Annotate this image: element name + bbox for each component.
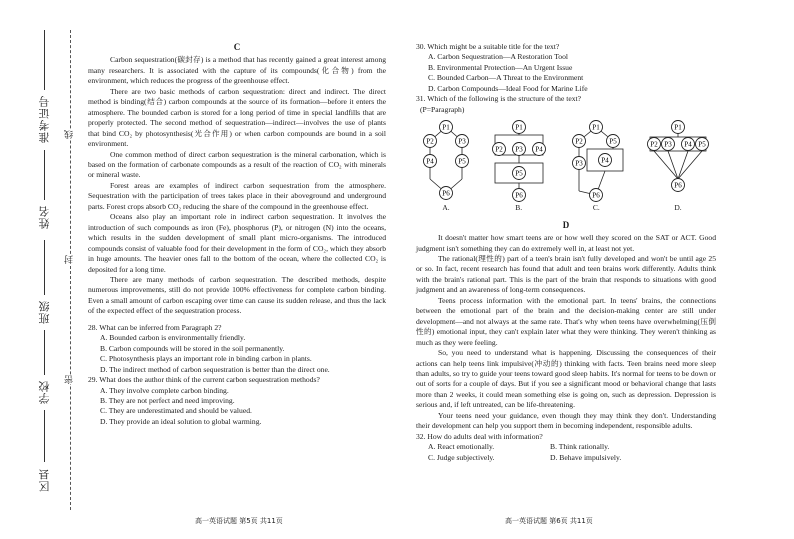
q31-note: (P=Paragraph): [420, 104, 465, 114]
binding-margin: [0, 0, 80, 539]
svg-text:P3: P3: [458, 137, 466, 146]
svg-text:P3: P3: [664, 140, 672, 149]
svg-text:P1: P1: [514, 123, 523, 132]
q28-option: B. Carbon compounds will be stored in the soil permanently.: [100, 343, 285, 353]
svg-text:P3: P3: [575, 159, 584, 168]
node-p5: [695, 138, 708, 151]
q30-option: D. Carbon Compounds—Ideal Food for Marine Life: [428, 83, 588, 93]
svg-text:P1: P1: [674, 123, 682, 132]
svg-text:P4: P4: [601, 156, 610, 165]
district-label: 区县: [38, 468, 51, 492]
svg-text:P6: P6: [442, 189, 450, 198]
passage-c-paragraph: There are many methods of carbon sequestration. The described methods, despite numerous improvements, still do not provide 100% effectiveness for complete carbon binding. Even a small amount of carbon escaping over time can cause its sudden release, and thus the lack of the expected effect of the sequestration process.: [88, 274, 386, 316]
section-d-heading: D: [562, 219, 570, 230]
left-page-footer: 高一英语试题 第5页 共11页: [195, 517, 283, 525]
svg-text:P5: P5: [458, 157, 466, 166]
q32-option: A. React emotionally.: [428, 442, 495, 452]
section-c-heading: C: [233, 42, 241, 52]
q28-option: A. Bounded carbon is environmentally friendly.: [100, 333, 246, 343]
svg-text:P4: P4: [684, 140, 692, 149]
seal-word-mi: 密: [65, 375, 75, 384]
svg-text:P2: P2: [650, 140, 658, 149]
svg-text:P5: P5: [698, 140, 706, 149]
node-p2: [424, 135, 437, 148]
node-p2: [647, 138, 660, 151]
diagram-a: [420, 119, 472, 213]
node-p3: [573, 157, 586, 170]
svg-text:P2: P2: [426, 137, 434, 146]
svg-text:P6: P6: [592, 191, 601, 200]
diagram-c: [565, 119, 627, 213]
node-p6: [512, 189, 525, 202]
node-p4: [532, 143, 545, 156]
passage-d-paragraph: Teens process information with the emotional part. In teens' brains, the connections between the emotional part of the brain and the decision-making center are still under development—and not always at the same rate. That's why when teens have overwhelming(压倒性的) emotional input, they can't explain later what they were thinking. They weren't thinking as much as they were feeling.: [416, 295, 716, 347]
q30-option: B. Environmental Protection—An Urgent Issue: [428, 62, 573, 72]
svg-text:P1: P1: [442, 123, 450, 132]
node-p4: [681, 138, 694, 151]
q32-option: C. Judge subjectively.: [428, 452, 495, 462]
question-32: 32. How do adults deal with information?: [416, 431, 543, 441]
school-line: [44, 330, 45, 375]
svg-text:P2: P2: [575, 137, 584, 146]
name-label: 姓名: [38, 205, 51, 229]
q32-option: D. Behave impulsively.: [550, 452, 622, 462]
passage-d-paragraph: The rational(理性的) part of a teen's brain isn't fully developed and won't be until age 25 or so. In fact, recent research has found that adult and teen brains work differently. Adults think with the brain's rational part. This is the part of the brain that responds to situations with good judgment and an awareness of long-term consequences.: [416, 253, 716, 295]
q30-option: A. Carbon Sequestration—A Restoration Tool: [428, 52, 569, 62]
school-label: 学校: [38, 380, 51, 404]
diagram-label: C.: [592, 203, 600, 213]
seal-word-feng: 封: [65, 255, 75, 264]
right-column: [416, 42, 716, 463]
question-30: 30. Which might be a suitable title for the text?: [416, 42, 560, 51]
exam-number-line: [44, 30, 45, 90]
svg-text:P5: P5: [514, 169, 523, 178]
node-p3: [661, 138, 674, 151]
diagram-label: B.: [515, 203, 523, 213]
svg-text:P4: P4: [426, 157, 434, 166]
node-p5: [512, 167, 525, 180]
node-p4: [599, 154, 612, 167]
node-p1: [671, 121, 684, 134]
q32-option: B. Think rationally.: [550, 442, 610, 452]
passage-d-paragraph: So, you need to understand what is happening. Discussing the consequences of their actions can help teens link impulsive(冲动的) thinking with facts. Teen brains need more sleep than adults, so try to guide your teens toward good sleep habits. It's normal for teens to be down or out of sorts for a couple of days. But if you see a significant mood or behavioral change that lasts more than 2 weeks, it could mean something else is going on, such as depression. Depression is serious and, if left untreated, can be life-threatening.: [416, 348, 716, 410]
node-p3: [512, 143, 525, 156]
q29-option: C. They are underestimated and should be valued.: [100, 406, 252, 416]
question-31: 31. Which of the following is the structure of the text?: [416, 94, 581, 104]
node-p3: [456, 135, 469, 148]
node-p2: [573, 135, 586, 148]
question-28: 28. What can be inferred from Paragraph 2?: [88, 322, 222, 332]
q28-option: D. The indirect method of carbon sequestration is better than the direct one.: [100, 364, 330, 374]
svg-text:P5: P5: [609, 137, 618, 146]
svg-text:P6: P6: [674, 181, 682, 190]
passage-c-paragraph: Forest areas are examples of indirect carbon sequestration from the atmosphere. Sequestration with the participation of trees takes place in their aboveground and underground parts. Forest crops absorb CO₂ reducing the share of the compound in the greenhouse effect.: [88, 180, 386, 211]
node-p1: [440, 121, 453, 134]
svg-text:P3: P3: [514, 145, 523, 154]
node-p5: [456, 155, 469, 168]
svg-text:P2: P2: [494, 145, 503, 154]
passage-c-paragraph: There are two basic methods of carbon sequestration: direct and indirect. The direct method is binding(结合) carbon compounds at the source of its formation—before it enters the atmosphere. The bounded carbon is stored for a long period of time in special landfills that are properly protected. The second method of sequestration—indirect—involves the use of plants that bind CO₂ by photosynthesis(光合作用) or when carbon compounds are bound in a soil environment.: [88, 86, 386, 149]
seal-dashed-line: [70, 30, 71, 510]
node-p2: [492, 143, 505, 156]
node-p4: [424, 155, 437, 168]
right-page-footer: 高一英语试题 第6页 共11页: [505, 517, 593, 525]
name-line: [44, 150, 45, 200]
diagram-label: D.: [674, 203, 682, 213]
class-label: 班级: [38, 300, 51, 324]
passage-c-paragraph: Carbon sequestration(碳封存) is a method that has recently gained a great interest among many researchers. It is associated with the capture of its compounds(化合物) from the environment, which reduces the progress of the greenhouse effect.: [88, 55, 386, 86]
diagram-b: [489, 119, 549, 213]
exam-number-label: 准考证号: [38, 95, 51, 143]
seal-word-xian: 线: [65, 130, 75, 139]
svg-text:P6: P6: [514, 191, 523, 200]
svg-text:P1: P1: [592, 123, 601, 132]
q30-option: C. Bounded Carbon—A Threat to the Environment: [428, 73, 584, 83]
structure-diagrams: [416, 119, 716, 213]
node-p6: [590, 189, 603, 202]
node-p1: [590, 121, 603, 134]
q32-options-row: [416, 453, 716, 463]
node-p1: [512, 121, 525, 134]
node-p6: [671, 179, 684, 192]
q32-options-row: [416, 442, 716, 452]
svg-text:P4: P4: [534, 145, 543, 154]
q29-option: A. They involve complete carbon binding.: [100, 385, 229, 395]
passage-d-paragraph: Your teens need your guidance, even though they may think they don't. Understanding their development can help you support them in becoming independent, responsible adults.: [416, 410, 716, 431]
passage-c-paragraph: One common method of direct carbon sequestration is the mineral carbonation, which is based on the formation of carbonate compounds as a result of the reaction of CO₂ with minerals or mineral waste.: [88, 149, 386, 180]
diagram-d: [644, 119, 712, 213]
node-p6: [440, 187, 453, 200]
passage-d-paragraph: It doesn't matter how smart teens are or how well they scored on the SAT or ACT. Good judgment isn't something they can do extremely well in, at least not yet.: [416, 233, 716, 253]
q29-option: B. They are not perfect and need improving.: [100, 395, 235, 405]
passage-c-paragraph: Oceans also play an important role in indirect carbon sequestration. It involves the introduction of such compounds as iron (Fe), phosphorus (P), or nitrogen (N) into the oceans, which results in the sudden development of small plant micro-organisms. The introduced compounds consist of valuable food for their development in the form of CO₂, which they absorb in huge amounts. The heavier ones fall to the bottom of the ocean, where the collected CO₂ is deposited for a long time.: [88, 212, 386, 274]
q28-option: C. Photosynthesis plays an important role in binding carbon in plants.: [100, 354, 312, 364]
question-29: 29. What does the author think of the current carbon sequestration methods?: [88, 375, 320, 385]
diagram-label: A.: [442, 203, 450, 213]
class-line: [44, 240, 45, 295]
left-column: [88, 40, 386, 427]
node-p5: [607, 135, 620, 148]
q29-option: D. They provide an ideal solution to global warming.: [100, 416, 262, 426]
district-line: [44, 410, 45, 462]
